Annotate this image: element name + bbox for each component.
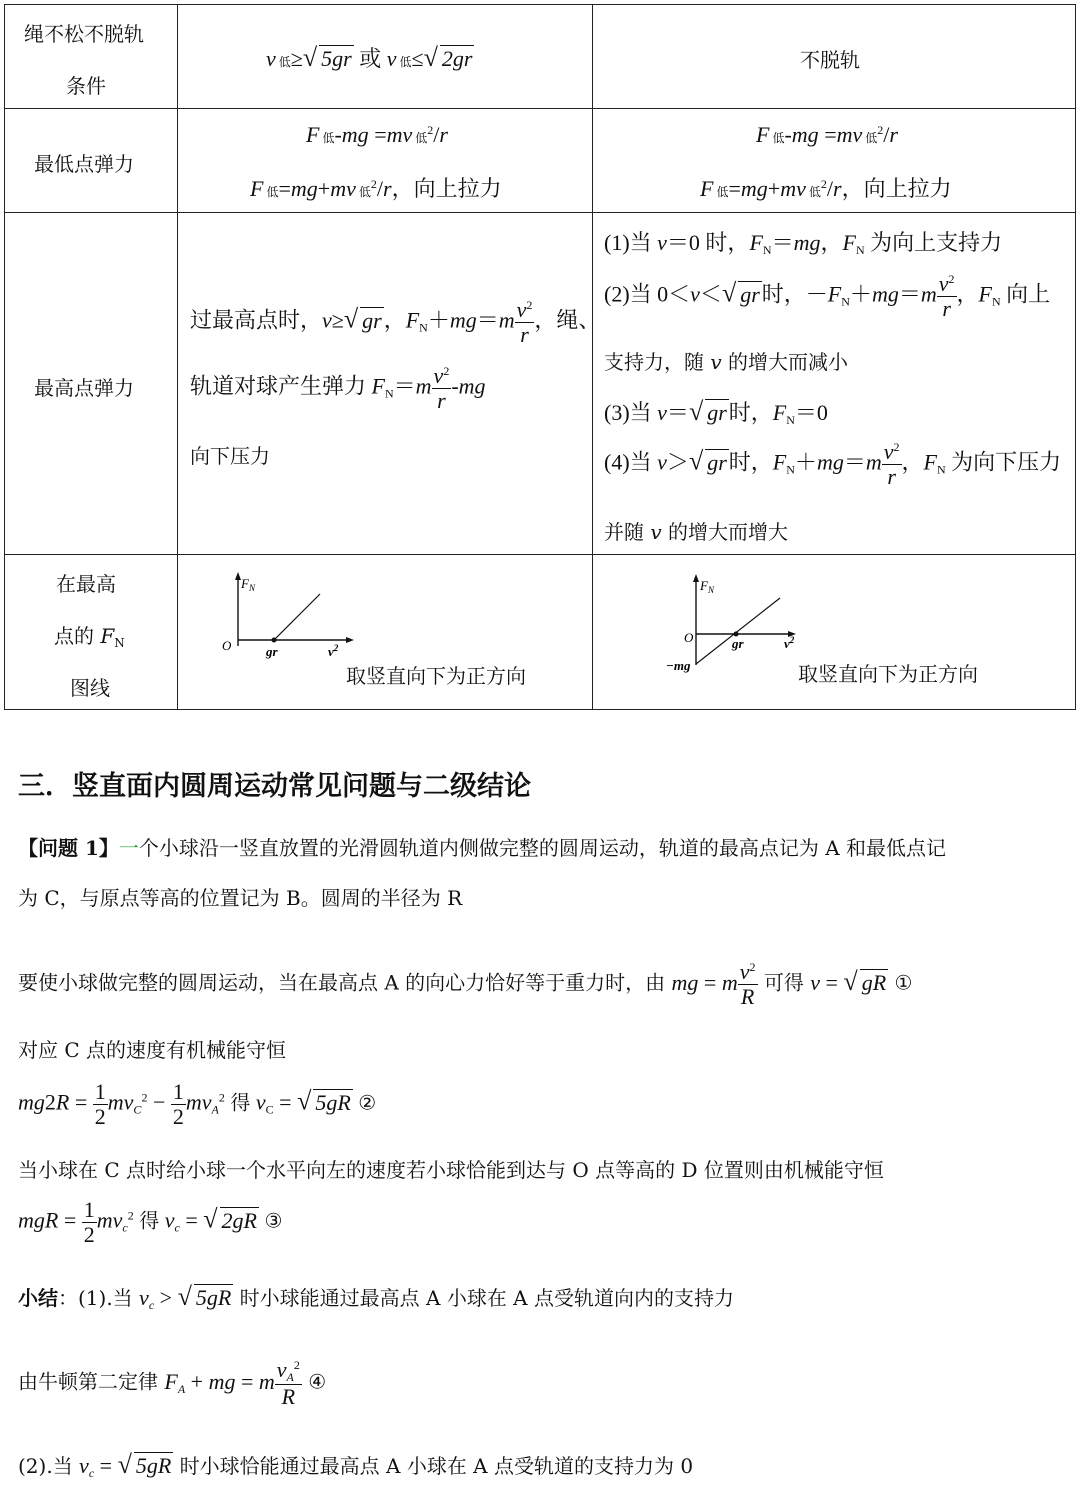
- para-4-text: 由牛顿第二定律: [18, 1369, 158, 1394]
- eq2-marker: ②: [358, 1092, 377, 1115]
- graph1-y-label: $F_N$: [241, 576, 255, 593]
- row2-col1-line2: F 低=mg+mv 低$^2$/r，向上拉力: [250, 176, 502, 201]
- row2-col2-line2: F 低=mg+mv 低$^2$/r，向上拉力: [700, 176, 952, 201]
- row1-label-line1: 绳不松不脱轨: [24, 22, 144, 46]
- row2-col2-line1: F 低-mg =mv 低$^2$/r: [756, 122, 898, 147]
- row3-label: 最高点弹力: [34, 376, 134, 400]
- summary-line1-post: 时小球能通过最高点 A 小球在 A 点受轨道向内的支持力: [239, 1286, 734, 1310]
- row4-col2-caption: 取竖直向下为正方向: [798, 662, 978, 686]
- summary-line2-post: 时小球恰能通过最高点 A 小球在 A 点受轨道的支持力为 0: [179, 1454, 694, 1478]
- graph2-x-tick: gr: [732, 636, 744, 651]
- row3-col2-line1: (1)当 v＝0 时，$F_N=mg$，$F_N$ 为向上支持力: [604, 230, 1003, 257]
- row3-col2-line3: 支持力，随 v 的增大而减小: [604, 350, 849, 374]
- row1-col2-text: 不脱轨: [800, 48, 860, 72]
- summary-line1: 小结：(1).当 $v_c$ > √ 5gR 时小球能通过最高点 A 小球在 A 点受轨道向内的支持力: [18, 1282, 734, 1312]
- equation-3: mgR = $\frac{1}{2}$ $mv_c^2$ 得 $v_c$ = √ 2gR ③: [18, 1197, 283, 1248]
- summary-tag: 小结: [18, 1286, 58, 1310]
- fn-graph-2: [660, 570, 810, 680]
- graph1-x-label: $v^2$: [328, 643, 339, 659]
- row3-col1-line2: 轨道对球产生弹力 $F_N=m$ $\frac{v^2}{r}$ -mg: [190, 363, 486, 414]
- row1-col1-condition: v 低≥√ 5gr 或 v 低≤√ 2gr: [266, 43, 473, 72]
- eq3-marker: ③: [264, 1210, 283, 1233]
- question1-tag: 【问题 1】: [18, 836, 119, 860]
- para-1-text: 要使小球做完整的圆周运动，当在最高点 A 的向心力恰好等于重力时，由: [18, 970, 666, 995]
- eq1-marker: ①: [894, 970, 913, 995]
- fn-graph-1: [210, 568, 360, 668]
- question1-line1: [18, 832, 946, 861]
- para-2: 对应 C 点的速度有机械能守恒: [18, 1038, 287, 1062]
- row2-col1-line1: F 低-mg =mv 低$^2$/r: [306, 122, 448, 147]
- para-1-mid: 可得: [763, 970, 804, 995]
- eq2-mid: 得: [230, 1092, 251, 1115]
- row3-col2-line2: (2)当 0＜v＜√ gr时，$-F_N+mg=m$ $\frac{v^2}{r}$ ，$F_N$ 向上: [604, 271, 1051, 322]
- graph2-y-tick: −mg: [666, 658, 691, 673]
- summary-line1-pre: ：(1).当: [58, 1286, 133, 1310]
- eq4-marker: ④: [308, 1369, 327, 1394]
- eq3-mid: 得: [139, 1210, 160, 1233]
- graph1-origin: O: [222, 638, 232, 653]
- question1-line2: 为 C，与原点等高的位置记为 B。圆周的半径为 R: [18, 886, 463, 910]
- graph1-gr-point: [272, 638, 277, 643]
- row4-label-line2: 点的 $F_N$: [54, 624, 125, 650]
- row3-col2-line5: (4)当 v＞√ gr时，$F_N+mg=m$ $\frac{v^2}{r}$ ，$F_N$ 为向下压力: [604, 439, 1062, 490]
- graph1-line: [274, 594, 320, 640]
- graph2-y-label: $F_N$: [700, 578, 714, 595]
- row2-label: 最低点弹力: [34, 152, 134, 176]
- row3-col2-line6: 并随 v 的增大而增大: [604, 520, 789, 544]
- section-title: 三．竖直面内圆周运动常见问题与二级结论: [18, 771, 531, 802]
- graph1-x-tick: gr: [266, 644, 278, 659]
- row4-label-line3: 图线: [70, 676, 110, 700]
- row1-label-line2: 条件: [66, 74, 106, 98]
- equation-2: mg2R = $\frac{1}{2}$ $mv_C^2$ − $\frac{1}{2}$ $mv_A^2$ 得 $v_C$ = √ 5gR ②: [18, 1079, 377, 1130]
- summary-line2-pre: (2).当: [18, 1454, 73, 1478]
- row4-label-line1: 在最高: [56, 572, 116, 596]
- graph2-x-label: $v^2$: [784, 635, 795, 651]
- para-1: 要使小球做完整的圆周运动，当在最高点 A 的向心力恰好等于重力时，由 mg = m $\frac{v^2}{R}$ 可得 v = √ gR ①: [18, 959, 913, 1010]
- row3-col1-line1: 过最高点时，v≥√ gr，$F_N+mg=m$ $\frac{v^2}{r}$ ，绳、: [190, 297, 601, 348]
- para-3: 当小球在 C 点时给小球一个水平向左的速度若小球恰能到达与 O 点等高的 D 位置则由机械能守恒: [18, 1158, 884, 1182]
- graph2-line: [696, 598, 780, 664]
- summary-line2: (2).当 $v_c$ = √ 5gR 时小球恰能通过最高点 A 小球在 A 点受轨道的支持力为 0: [18, 1450, 694, 1480]
- row3-col1-line3: 向下压力: [190, 444, 270, 468]
- row4-col1-caption: 取竖直向下为正方向: [346, 664, 526, 688]
- para-4: 由牛顿第二定律 $F_A$ + mg = m $\frac{v_A^2}{R}$ ④: [18, 1357, 327, 1410]
- question1-text: 个小球沿一竖直放置的光滑圆轨道内侧做完整的圆周运动，轨道的最高点记为 A 和最低点记: [138, 836, 947, 860]
- graph2-origin: O: [684, 630, 694, 645]
- graph2-y-arrow: [693, 574, 699, 582]
- row3-col2-cell: [592, 212, 1076, 555]
- row3-col2-line4: (3)当 v＝√ gr时，$F_N=0$: [604, 397, 828, 427]
- graph1-x-arrow: [346, 637, 354, 643]
- question1-first-char: 一: [118, 836, 139, 860]
